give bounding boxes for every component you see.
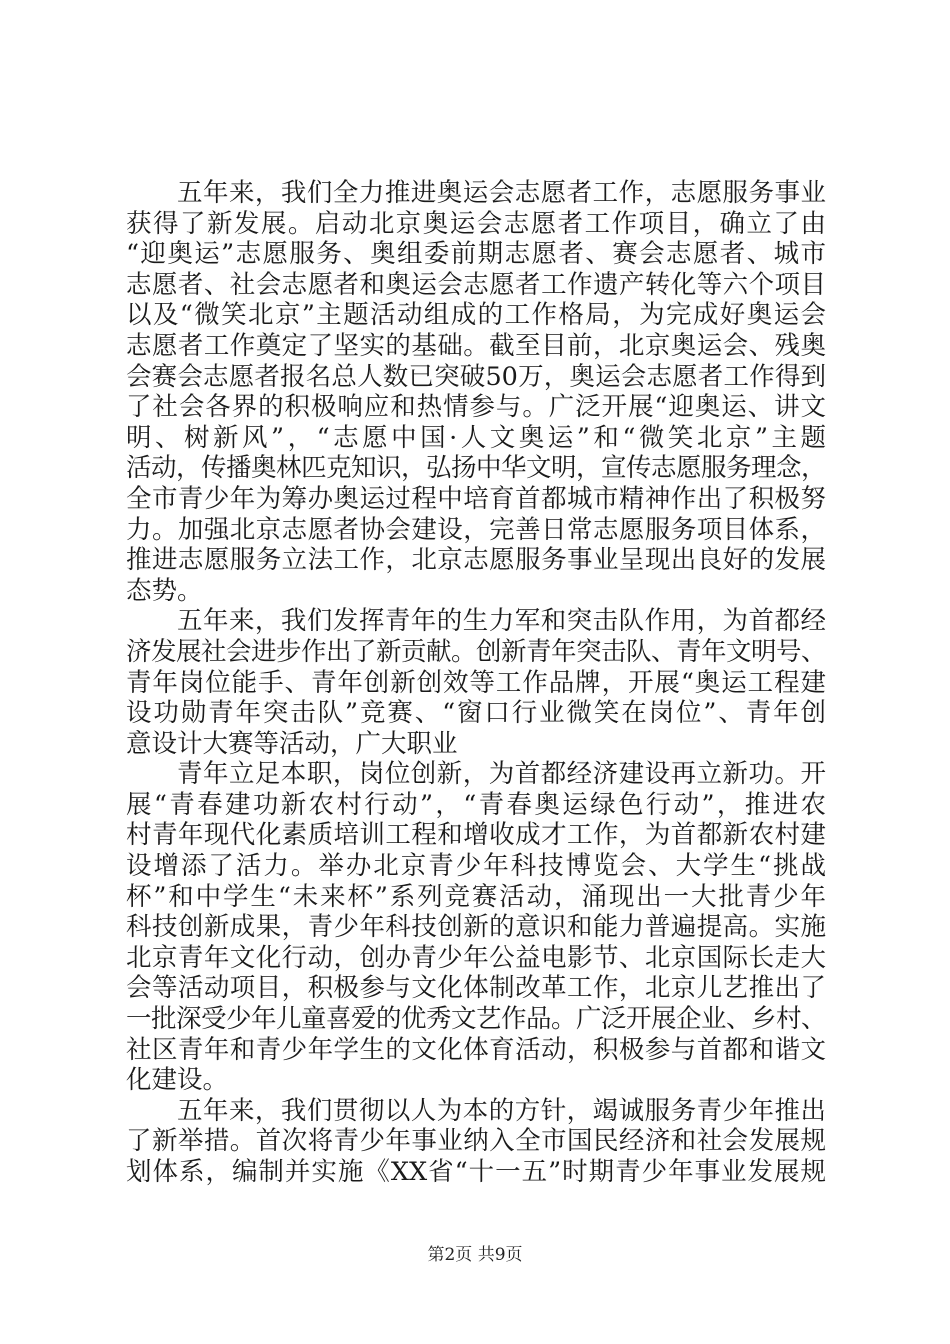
text-line: 推进志愿服务立法工作，北京志愿服务事业呈现出良好的发展 — [126, 545, 826, 576]
text-line: 划体系，编制并实施《XX省“十一五”时期青少年事业发展规 — [126, 1157, 826, 1187]
text-line: 设增添了活力。举办北京青少年科技博览会、大学生“挑战 — [126, 851, 826, 882]
page-number-footer: 第2页 共9页 — [427, 1245, 523, 1265]
text-line: 五年来，我们贯彻以人为本的方针，竭诚服务青少年推出 — [177, 1095, 826, 1126]
document-body — [126, 178, 826, 1188]
paragraph — [126, 178, 826, 606]
text-line: 青年岗位能手、青年创新创效等工作品牌，开展“奥运工程建 — [126, 667, 826, 698]
text-line: 设功勋青年突击队”竞赛、“窗口行业微笑在岗位”、青年创 — [126, 698, 826, 729]
text-line: 青年立足本职，岗位创新，为首都经济建设再立新功。开 — [177, 759, 826, 790]
text-line: 活动，传播奥林匹克知识，弘扬中华文明，宣传志愿服务理念， — [126, 453, 827, 484]
text-line: 志愿者、社会志愿者和奥运会志愿者工作遗产转化等六个项目 — [126, 269, 826, 300]
text-line: 意设计大赛等活动，广大职业 — [126, 728, 458, 759]
text-line: 五年来，我们全力推进奥运会志愿者工作，志愿服务事业 — [177, 178, 826, 208]
text-line: 态势。 — [126, 575, 203, 606]
text-line: 会等活动项目，积极参与文化体制改革工作，北京儿艺推出了 — [126, 973, 826, 1004]
text-line: 科技创新成果，青少年科技创新的意识和能力普遍提高。实施 — [126, 912, 826, 943]
text-line: 杯”和中学生“未来杯”系列竞赛活动，涌现出一大批青少年 — [126, 881, 826, 912]
text-line: 会赛会志愿者报名总人数已突破50万，奥运会志愿者工作得到 — [126, 361, 826, 392]
text-line: 了新举措。首次将青少年事业纳入全市国民经济和社会发展规 — [126, 1126, 826, 1157]
text-line: 获得了新发展。启动北京奥运会志愿者工作项目，确立了由 — [126, 208, 826, 239]
text-line: “迎奥运”志愿服务、奥组委前期志愿者、赛会志愿者、城市 — [126, 239, 826, 270]
text-line: 济发展社会进步作出了新贡献。创新青年突击队、青年文明号、 — [126, 636, 827, 667]
text-line: 志愿者工作奠定了坚实的基础。截至目前，北京奥运会、残奥 — [126, 330, 826, 361]
text-line: 北京青年文化行动，创办青少年公益电影节、北京国际长走大 — [126, 942, 826, 973]
paragraph — [126, 1096, 826, 1188]
text-line: 明、树新风”，“志愿中国·人文奥运”和“微笑北京”主题 — [126, 422, 826, 453]
paragraph — [126, 759, 826, 1096]
text-line: 以及“微笑北京”主题活动组成的工作格局，为完成好奥运会 — [126, 300, 826, 331]
text-line: 一批深受少年儿童喜爱的优秀文艺作品。广泛开展企业、乡村、 — [126, 1004, 827, 1035]
text-line: 化建设。 — [126, 1065, 229, 1096]
text-line: 了社会各界的积极响应和热情参与。广泛开展“迎奥运、讲文 — [126, 392, 826, 423]
text-line: 全市青少年为筹办奥运过程中培育首都城市精神作出了积极努 — [126, 483, 826, 514]
text-line: 力。加强北京志愿者协会建设，完善日常志愿服务项目体系， — [126, 514, 826, 545]
text-line: 五年来，我们发挥青年的生力军和突击队作用，为首都经 — [177, 606, 826, 637]
text-line: 社区青年和青少年学生的文化体育活动，积极参与首都和谐文 — [126, 1034, 826, 1065]
text-line: 展“青春建功新农村行动”，“青春奥运绿色行动”，推进农 — [126, 789, 826, 820]
paragraph — [126, 606, 826, 759]
text-line: 村青年现代化素质培训工程和增收成才工作，为首都新农村建 — [126, 820, 826, 851]
